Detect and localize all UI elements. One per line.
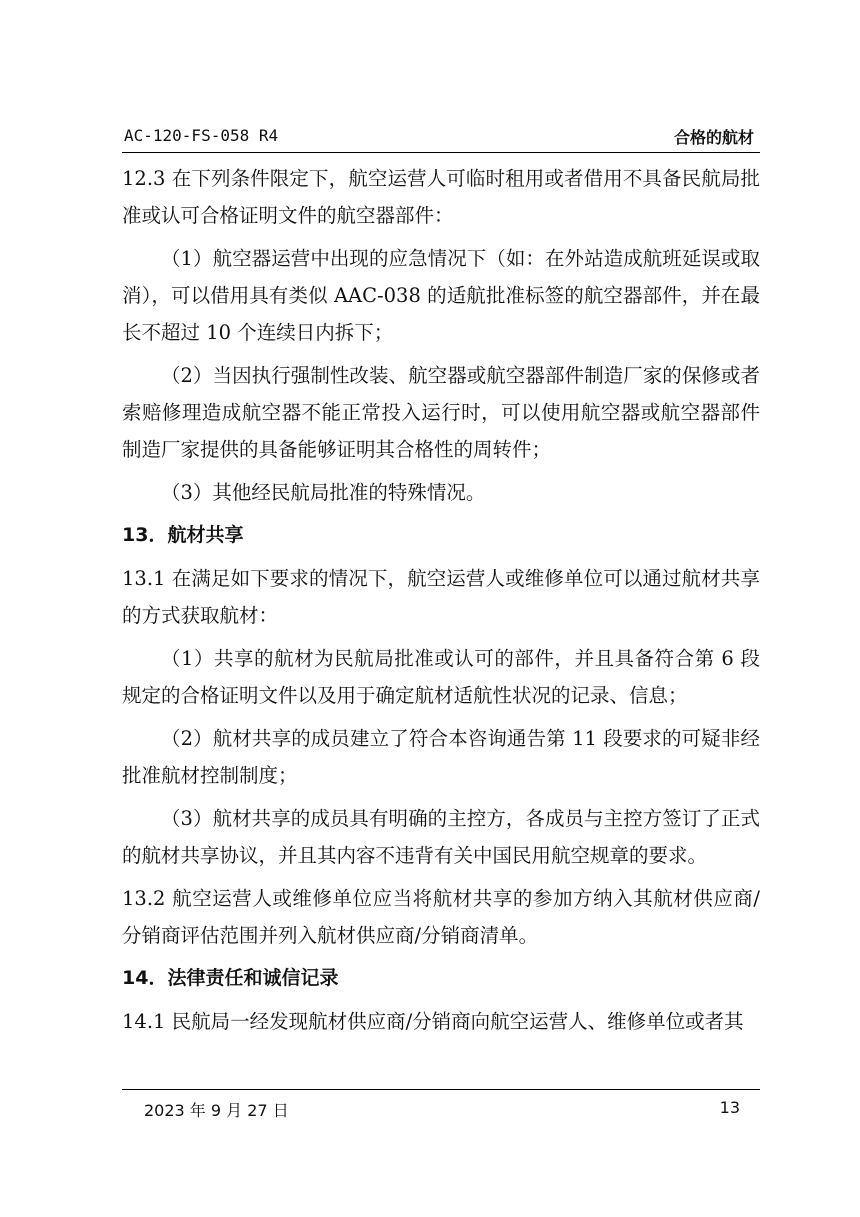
- page-footer: [122, 1089, 760, 1120]
- page-number: 13: [719, 1098, 740, 1117]
- paragraph-12-3-item-3: （3）其他经民航局批准的特殊情况。: [161, 481, 486, 504]
- section-heading-13: 13．航材共享: [122, 524, 244, 546]
- section-heading-14: 14．法律责任和诚信记录: [122, 967, 339, 989]
- page-header: [122, 120, 760, 153]
- paragraph-13-1: 13.1 在满足如下要求的情况下，航空运营人或维修单位可以通过航材共享的方式获取航材：: [122, 567, 760, 627]
- paragraph-13-2: 13.2 航空运营人或维修单位应当将航材共享的参加方纳入其航材供应商/分销商评估范围并列入航材供应商/分销商清单。: [122, 887, 760, 947]
- document-body: [122, 160, 760, 1046]
- paragraph-12-3-item-1: （1）航空器运营中出现的应急情况下（如：在外站造成航班延误或取消），可以借用具有类似 AAC-038 的适航批准标签的航空器部件，并在最长不超过 10 个连续日内拆下；: [122, 247, 760, 344]
- paragraph-13-1-item-2: （2）航材共享的成员建立了符合本咨询通告第 11 段要求的可疑非经批准航材控制制度；: [122, 727, 760, 787]
- paragraph-13-1-item-1: （1）共享的航材为民航局批准或认可的部件，并且具备符合第 6 段规定的合格证明文件以及用于确定航材适航性状况的记录、信息；: [122, 647, 760, 707]
- footer-date: 2023 年 9 月 27 日: [144, 1101, 289, 1120]
- document-title: 合格的航材: [673, 128, 754, 147]
- paragraph-14-1: 14.1 民航局一经发现航材供应商/分销商向航空运营人、维修单位或者其: [122, 1010, 744, 1033]
- paragraph-12-3: 12.3 在下列条件限定下，航空运营人可临时租用或者借用不具备民航局批准或认可合格证明文件的航空器部件：: [122, 167, 760, 227]
- paragraph-12-3-item-2: （2）当因执行强制性改装、航空器或航空器部件制造厂家的保修或者索赔修理造成航空器不能正常投入运行时，可以使用航空器或航空器部件制造厂家提供的具备能够证明其合格性的周转件；: [122, 364, 760, 461]
- document-code: AC-120-FS-058 R4: [124, 126, 279, 145]
- paragraph-13-1-item-3: （3）航材共享的成员具有明确的主控方，各成员与主控方签订了正式的航材共享协议，并且其内容不违背有关中国民用航空规章的要求。: [122, 807, 760, 867]
